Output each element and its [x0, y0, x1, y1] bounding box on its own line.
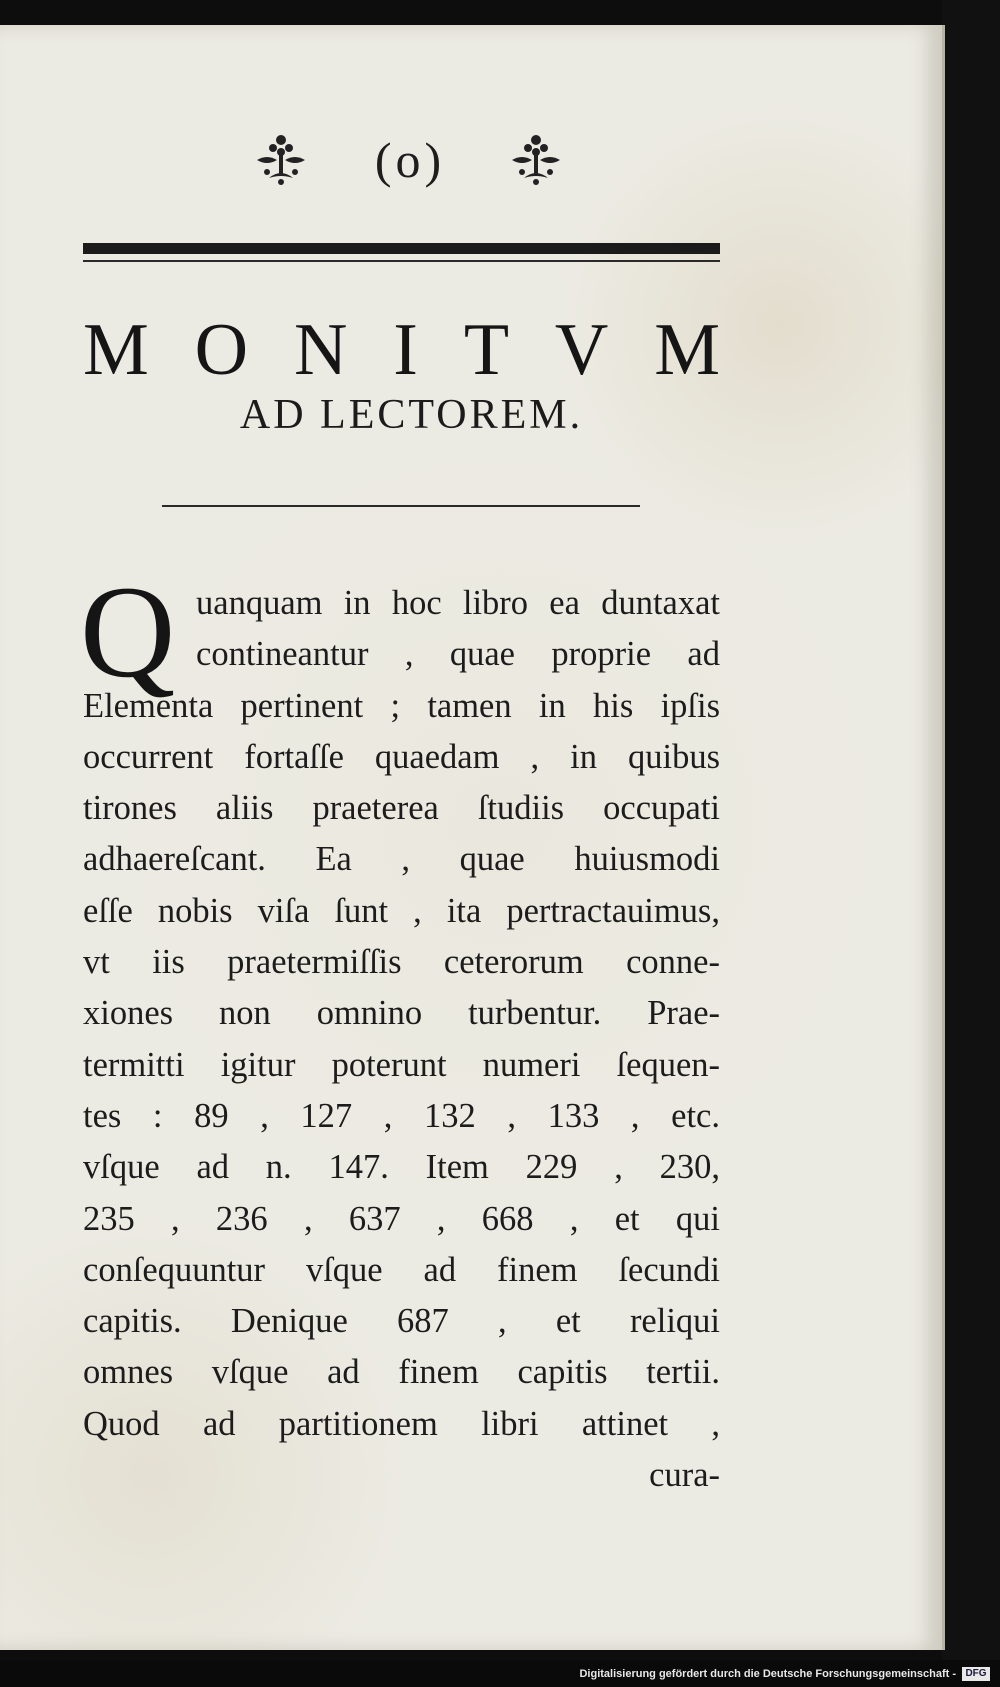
digitization-credit: Digitalisierung gefördert durch die Deutsche Forschungsgemeinschaft - — [579, 1668, 956, 1680]
text-line: adhaereſcant. Ea , quae huiusmodi — [83, 840, 720, 879]
section-rule — [162, 505, 640, 507]
body-text — [80, 558, 720, 1501]
text-line: uanquam in hoc libro ea duntaxat — [196, 584, 720, 622]
title-letter: T — [463, 309, 510, 391]
title-letter: O — [194, 309, 249, 391]
text-line: vſque ad n. 147. Item 229 , 230, — [83, 1148, 720, 1187]
page-title — [83, 310, 720, 390]
text-line: tes : 89 , 127 , 132 , 133 , etc. — [83, 1096, 720, 1135]
scan-background-edge — [942, 0, 1000, 1687]
text-line: Quod ad partitionem libri attinet , — [83, 1404, 720, 1443]
text-line: Elementa pertinent ; tamen in his ipſis — [83, 686, 720, 725]
title-letter: V — [554, 309, 609, 391]
book-page — [0, 25, 945, 1650]
text-line: xiones non omnino turbentur. Prae- — [83, 994, 720, 1033]
dfg-logo: DFG — [962, 1667, 990, 1681]
title-letter: N — [293, 309, 348, 391]
page-subtitle: AD LECTOREM. — [239, 392, 584, 438]
text-line: vt iis praetermiſſis ceterorum conne- — [83, 943, 720, 982]
header-rule-thick — [83, 243, 720, 254]
text-line: eſſe nobis viſa ſunt , ita pertractauimus, — [83, 891, 720, 930]
fleuron-icon — [253, 132, 309, 188]
page-header — [0, 120, 942, 200]
text-line: omnes vſque ad finem capitis tertii. — [83, 1353, 720, 1392]
text-line: contineantur , quae proprie ad — [196, 635, 720, 674]
header-rule-thin — [83, 260, 720, 262]
text-line: 235 , 236 , 637 , 668 , et qui — [83, 1199, 720, 1238]
title-letter: M — [654, 309, 720, 391]
text-line: capitis. Denique 687 , et reliqui — [83, 1302, 720, 1341]
text-line: termitti igitur poterunt numeri ſequen- — [83, 1045, 720, 1084]
drop-cap: Q — [80, 558, 176, 705]
text-line: tirones aliis praeterea ſtudiis occupati — [83, 789, 720, 828]
title-letter: M — [83, 309, 149, 391]
text-line: conſequuntur vſque ad finem ſecundi — [83, 1250, 720, 1289]
catchword: cura- — [649, 1456, 720, 1495]
page-number: (o) — [374, 132, 446, 188]
fleuron-icon — [508, 132, 564, 188]
title-letter: I — [393, 309, 418, 391]
text-line: occurrent fortaſſe quaedam , in quibus — [83, 737, 720, 776]
